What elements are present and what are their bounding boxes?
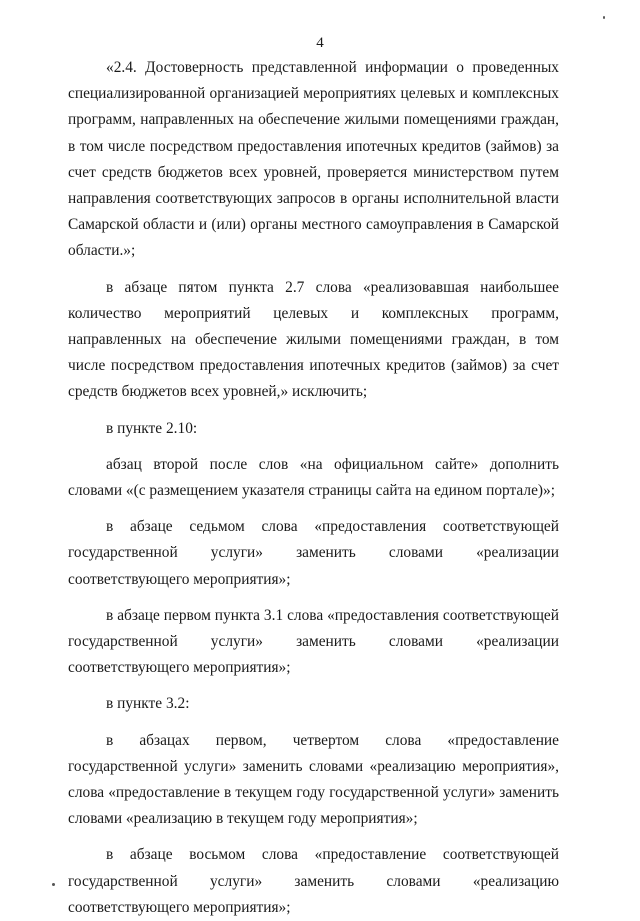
paragraph-2-4: «2.4. Достоверность представленной информации о проведенных специализированной организацией мероприятиях целевых и комплексных программ, направленных на обеспечение жилыми помещениями граждан, в том числе посредством предоставления ипотечных кредитов (займов) за счет средств бюджетов всех уровней, проверяется министерством путем направления соответствующих запросов в органы исполнительной власти Самарской области и (или) органы местного самоуправления в Самарской области.»; bbox=[68, 59, 559, 260]
paragraph-3-2-first-fourth: в абзацах первом, четвертом слова «предоставление государственной услуги» заменить словами «реализацию мероприятия», слова «предоставление в текущем году государственной услуги» заменить словами «реализацию в текущем году мероприятия»; bbox=[68, 731, 559, 828]
page-number: 4 bbox=[316, 35, 324, 51]
scan-speck bbox=[52, 883, 55, 886]
paragraph-3-2-eighth: в абзаце восьмом слова «предоставление соответствующей государственной услуги» заменить словами «реализацию соответствующего мероприятия»; bbox=[68, 846, 559, 916]
paragraph-2-10-heading: в пункте 2.10: bbox=[106, 419, 198, 437]
scan-speck bbox=[603, 16, 605, 19]
document-body bbox=[68, 55, 559, 921]
paragraph-2-10-seventh: в абзаце седьмом слова «предоставления соответствующей государственной услуги» заменить словами «реализации соответствующего мероприятия»; bbox=[68, 518, 559, 588]
paragraph-2-10-second: абзац второй после слов «на официальном сайте» дополнить словами «(с размещением указателя страницы сайта на едином портале)»; bbox=[68, 455, 559, 500]
paragraph-3-2-heading: в пункте 3.2: bbox=[106, 695, 190, 713]
paragraph-3-1: в абзаце первом пункта 3.1 слова «предоставления соответствующей государственной услуги» заменить словами «реализации соответствующего мероприятия»; bbox=[68, 606, 559, 677]
paragraph-2-7: в абзаце пятом пункта 2.7 слова «реализовавшая наибольшее количество мероприятий целевых и комплексных программ, направленных на обеспечение жилыми помещениями граждан, в том числе посредством предоставления ипотечных кредитов (займов) за счет средств бюджетов всех уровней,» исключить; bbox=[68, 278, 559, 401]
